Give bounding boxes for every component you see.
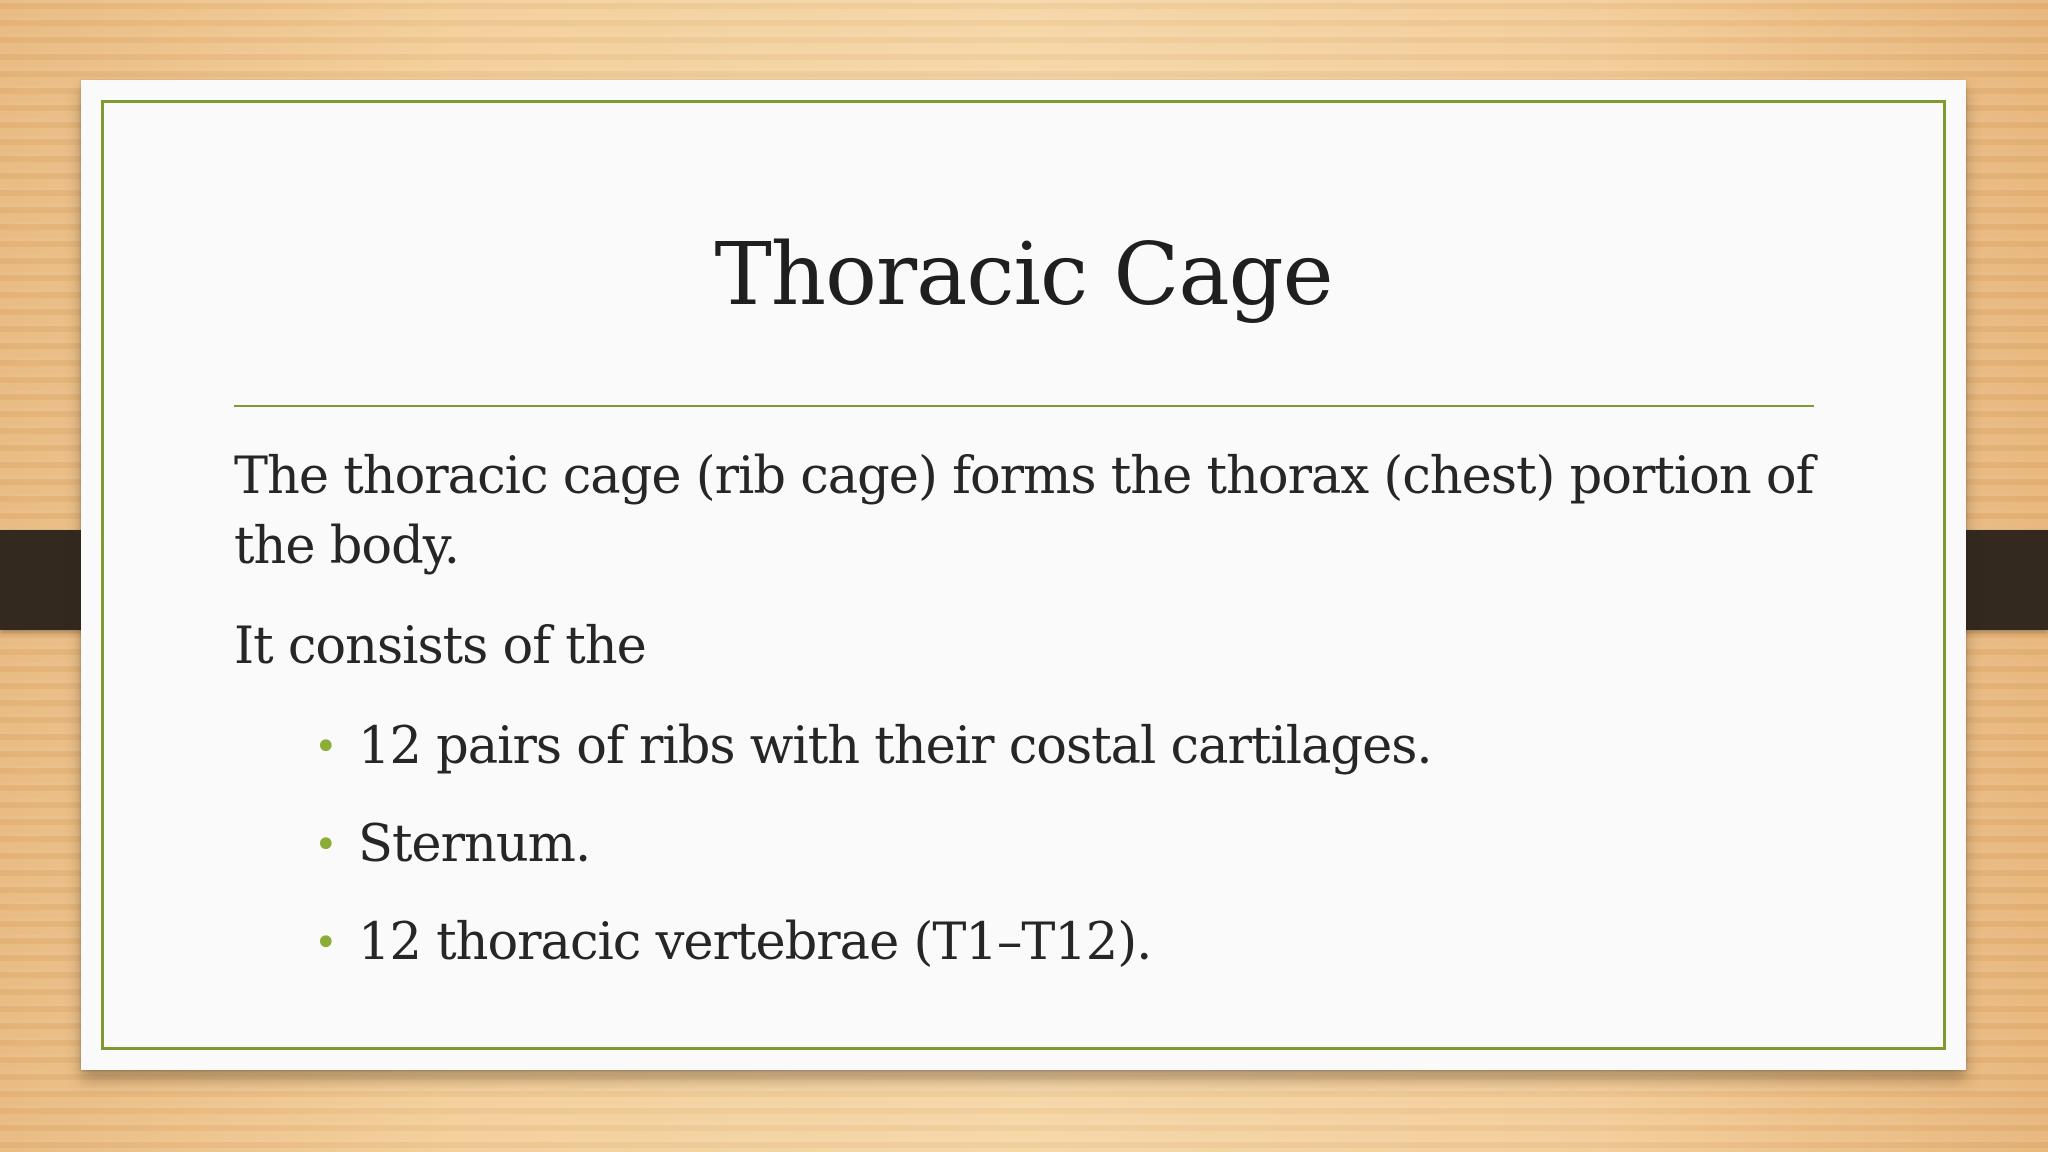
bullet-dot-icon: • (314, 724, 337, 770)
bullet-text-sternum: Sternum. (358, 815, 591, 874)
body-paragraph-consists: It consists of the (234, 617, 646, 676)
list-item (234, 908, 1854, 978)
slide-body (234, 442, 1854, 1006)
body-paragraph-intro: The thoracic cage (rib cage) forms the thorax (chest) portion of the body. (234, 447, 1814, 576)
bullet-dot-icon: • (314, 822, 337, 868)
list-item (234, 712, 1854, 782)
bullet-dot-icon: • (314, 920, 337, 966)
title-divider (234, 405, 1814, 407)
list-item (234, 810, 1854, 880)
bullet-text-vertebrae: 12 thoracic vertebrae (T1–T12). (358, 913, 1152, 972)
slide-card (81, 80, 1966, 1070)
bullet-text-ribs: 12 pairs of ribs with their costal cartilages. (358, 717, 1432, 776)
bullet-list (234, 712, 1854, 978)
slide-title: Thoracic Cage (714, 225, 1333, 325)
